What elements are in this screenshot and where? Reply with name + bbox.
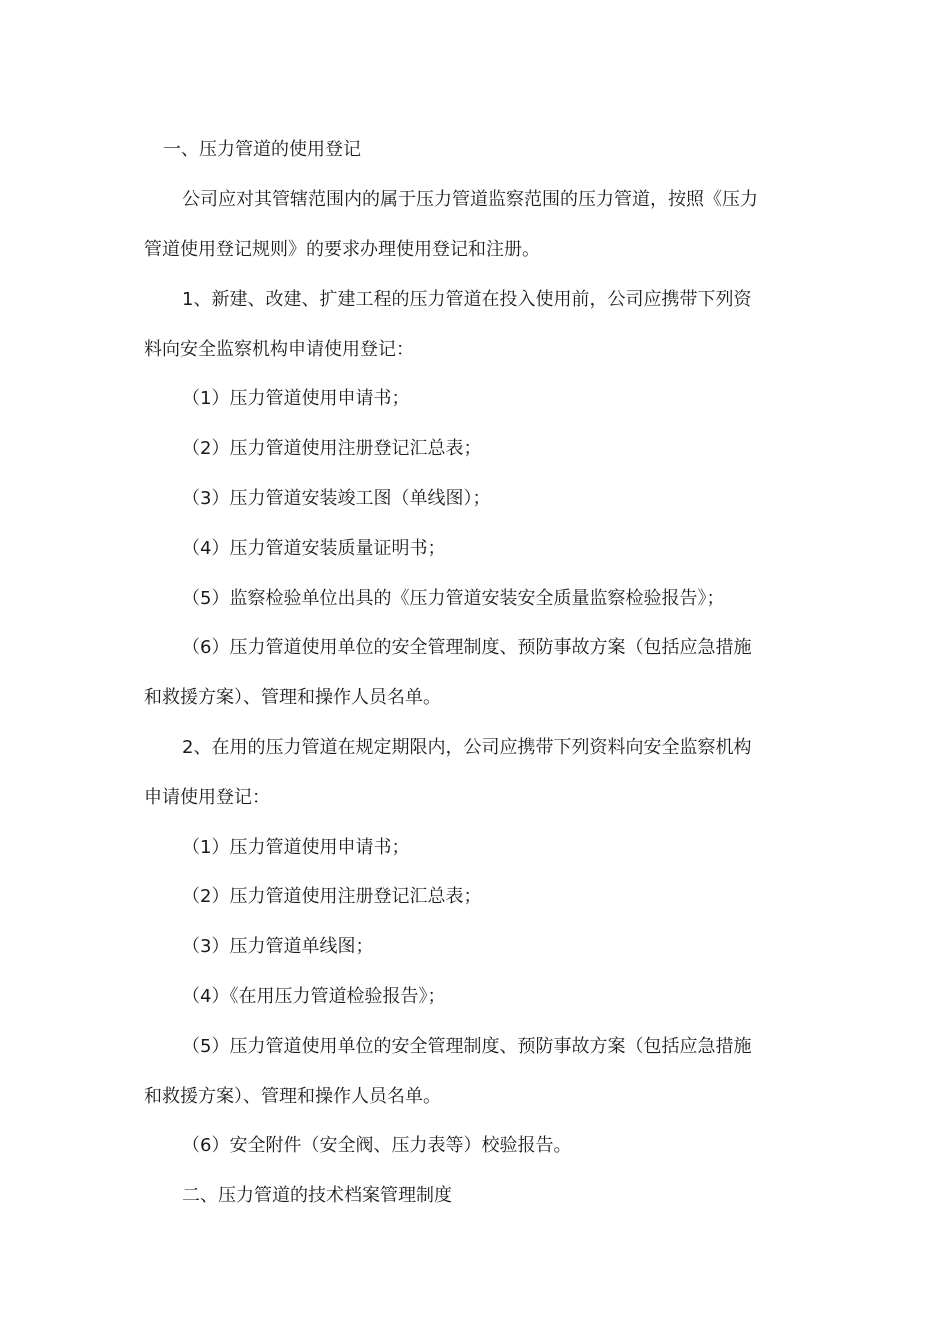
list-item: （5）监察检验单位出具的《压力管道安装安全质量监察检验报告》； xyxy=(182,588,725,609)
list-item: （3）压力管道单线图； xyxy=(182,936,374,957)
list-item: （6）压力管道使用单位的安全管理制度、预防事故方案（包括应急措施 xyxy=(182,637,752,658)
list-item: （2）压力管道使用注册登记汇总表； xyxy=(182,886,482,907)
paragraph-line: 公司应对其管辖范围内的属于压力管道监察范围的压力管道，按照《压力 xyxy=(182,189,758,210)
section-heading-1: 一、压力管道的使用登记 xyxy=(163,139,361,160)
list-item: （3）压力管道安装竣工图（单线图）； xyxy=(182,488,491,509)
list-item: （5）压力管道使用单位的安全管理制度、预防事故方案（包括应急措施 xyxy=(182,1036,752,1057)
paragraph-line: 申请使用登记： xyxy=(144,787,270,808)
list-item: （4）压力管道安装质量证明书； xyxy=(182,538,446,559)
list-item: （2）压力管道使用注册登记汇总表； xyxy=(182,438,482,459)
section-heading-2: 二、压力管道的技术档案管理制度 xyxy=(182,1185,452,1206)
list-item: （4）《在用压力管道检验报告》； xyxy=(182,986,446,1007)
list-item: （1）压力管道使用申请书； xyxy=(182,388,410,409)
list-item-continuation: 和救援方案）、管理和操作人员名单。 xyxy=(144,687,441,708)
paragraph-line: 料向安全监察机构申请使用登记： xyxy=(144,339,414,360)
paragraph-line: 2、在用的压力管道在规定期限内，公司应携带下列资料向安全监察机构 xyxy=(182,737,752,758)
list-item: （6）安全附件（安全阀、压力表等）校验报告。 xyxy=(182,1135,572,1156)
list-item: （1）压力管道使用申请书； xyxy=(182,837,410,858)
list-item-continuation: 和救援方案）、管理和操作人员名单。 xyxy=(144,1086,441,1107)
paragraph-line: 管道使用登记规则》的要求办理使用登记和注册。 xyxy=(144,239,540,260)
paragraph-line: 1、新建、改建、扩建工程的压力管道在投入使用前，公司应携带下列资 xyxy=(182,289,752,310)
